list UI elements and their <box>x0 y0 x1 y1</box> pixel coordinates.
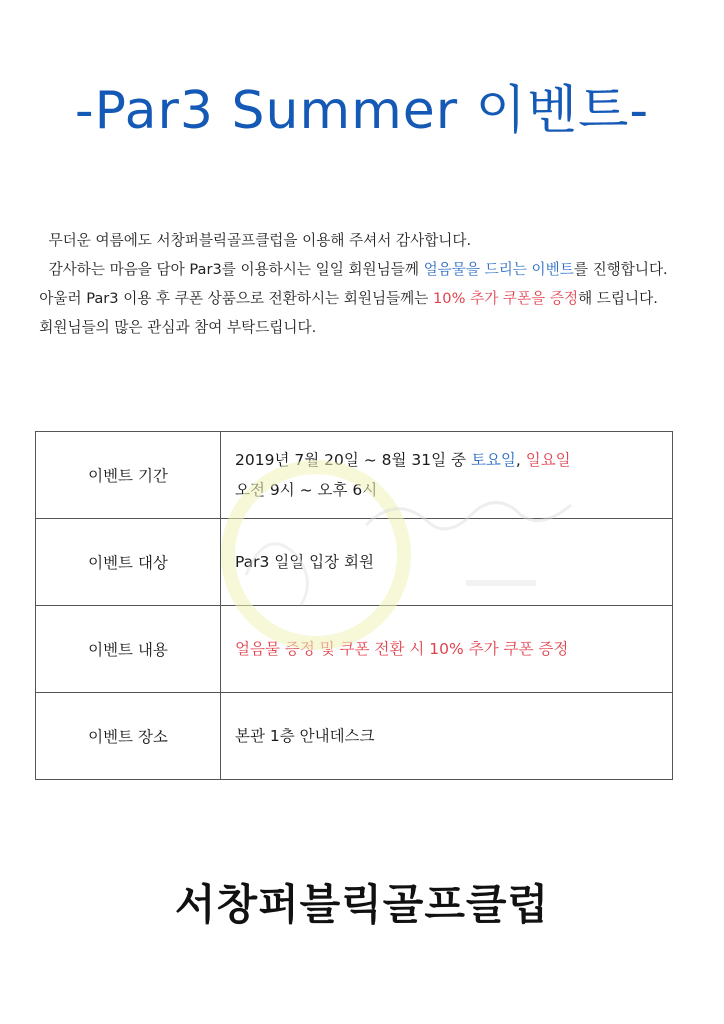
period-date: 2019년 7월 20일 ~ 8월 31일 중 <box>235 451 471 469</box>
intro-line <box>30 255 706 284</box>
event-target-label: 이벤트 대상 <box>36 519 221 606</box>
event-content-label: 이벤트 내용 <box>36 606 221 693</box>
table-row <box>36 693 673 780</box>
intro-line <box>30 313 706 342</box>
intro-text-span: 무더운 여름에도 서창퍼블릭골프클럽을 이용해 주셔서 감사합니다. <box>48 232 472 249</box>
sunday-text: 일요일 <box>525 451 571 469</box>
period-time: 오전 9시 ~ 오후 6시 <box>235 481 378 499</box>
intro-text-span: 해 드립니다. <box>578 290 658 307</box>
intro-line <box>30 284 706 313</box>
event-target-value: Par3 일일 입장 회원 <box>221 519 673 606</box>
event-place-label: 이벤트 장소 <box>36 693 221 780</box>
coupon-highlight: 10% 추가 쿠폰을 증정 <box>433 290 579 307</box>
page-title: -Par3 Summer 이벤트- <box>74 81 650 141</box>
event-period-label: 이벤트 기간 <box>36 432 221 519</box>
period-separator: , <box>515 451 526 469</box>
intro-text-span: 감사하는 마음을 담아 Par3를 이용하시는 일일 회원님들께 <box>48 261 424 278</box>
table-row <box>36 606 673 693</box>
ice-water-highlight: 얼음물을 드리는 이벤트 <box>423 261 574 278</box>
intro-text <box>30 226 706 342</box>
event-info-table <box>35 431 673 780</box>
event-place-value: 본관 1층 안내데스크 <box>221 693 673 780</box>
intro-text-span: 를 진행합니다. <box>573 261 668 278</box>
club-name: 서창퍼블릭골프클럽 <box>174 880 550 929</box>
saturday-text: 토요일 <box>470 451 516 469</box>
event-content-value: 얼음물 증정 및 쿠폰 전환 시 10% 추가 쿠폰 증정 <box>221 606 673 693</box>
intro-line <box>30 226 706 255</box>
table-row <box>36 519 673 606</box>
intro-text-span: 회원님들의 많은 관심과 참여 부탁드립니다. <box>39 319 317 336</box>
intro-text-span: 아울러 Par3 이용 후 쿠폰 상품으로 전환하시는 회원님들께는 <box>39 290 434 307</box>
event-period-value <box>221 432 673 519</box>
table-row <box>36 432 673 519</box>
